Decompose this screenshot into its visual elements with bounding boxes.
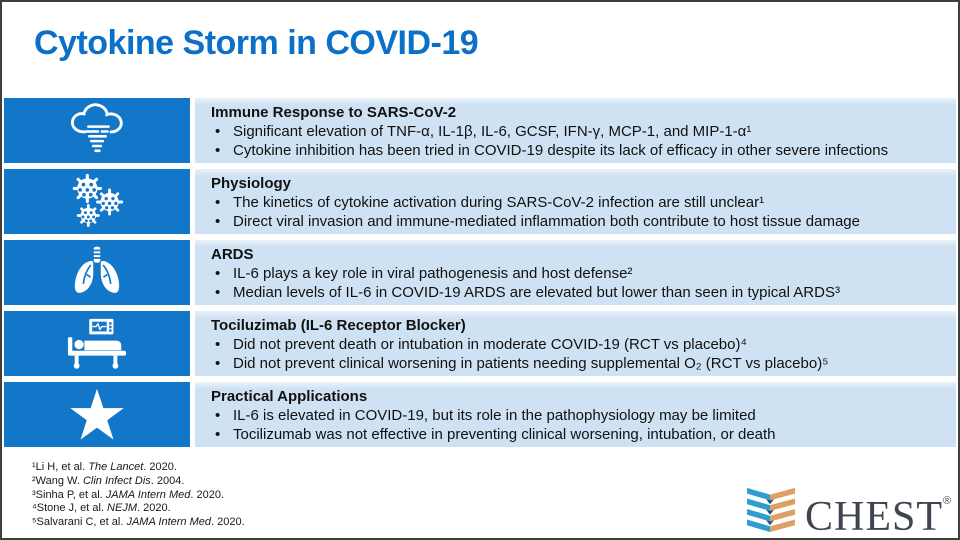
bullet-marker: •: [215, 336, 221, 353]
bullet-marker: •: [215, 142, 221, 159]
virus-icon: [4, 169, 190, 234]
chest-logo-text: [805, 479, 951, 539]
footnotes: [32, 461, 245, 530]
row-content: [195, 382, 956, 447]
page-title: Cytokine Storm in COVID-19: [34, 24, 479, 62]
footnote-text: ³Sinha P, et al.: [32, 488, 106, 501]
footnote-journal: JAMA Intern Med: [126, 516, 212, 529]
bullet-text: Did not prevent clinical worsening in patients needing supplemental O₂ (RCT vs placebo)⁵: [233, 355, 829, 372]
footnote-journal: The Lancet: [88, 461, 144, 473]
bullet-text: Direct viral invasion and immune-mediated inflammation both contribute to host tissue damage: [233, 213, 860, 230]
bullet-text: Cytokine inhibition has been tried in COVID-19 despite its lack of efficacy in other severe infections: [233, 142, 889, 159]
bullet-item: [211, 335, 946, 354]
bullet-text: Significant elevation of TNF-α, IL-1β, IL-6, GCSF, IFN-γ, MCP-1, and MIP-1-α¹: [233, 123, 752, 140]
footnote-text: ¹Li H, et al.: [32, 461, 89, 473]
row-header: Physiology: [211, 175, 292, 192]
bullet-item: [211, 283, 946, 302]
footnote-journal: NEJM: [107, 502, 137, 515]
bullet-item: [211, 425, 946, 444]
row-content: [195, 169, 956, 234]
row-practical-applications: [4, 382, 956, 447]
bullet-item: [211, 212, 946, 231]
bullet-text: Tocilizumab was not effective in preventing clinical worsening, intubation, or death: [233, 426, 776, 443]
bullet-text: The kinetics of cytokine activation during SARS-CoV-2 infection are still unclear¹: [233, 194, 765, 211]
registered-mark: ®: [943, 495, 952, 507]
row-physiology: [4, 169, 956, 234]
content-rows: [4, 98, 956, 453]
footnote-text: ⁴Stone J, et al.: [32, 502, 108, 515]
footnote-text: . 2020.: [143, 461, 177, 473]
bullet-marker: •: [215, 123, 221, 140]
footnote-text: ²Wang W.: [32, 474, 83, 487]
footnote-text: . 2020.: [137, 502, 171, 515]
bullet-marker: •: [215, 284, 221, 301]
footnote: [32, 516, 245, 530]
footnote-text: . 2004.: [150, 474, 185, 487]
footnote: [32, 502, 245, 516]
chest-wordmark: CHEST: [805, 494, 944, 540]
footnote-text: ⁵Salvarani C, et al.: [32, 516, 127, 529]
hospital-bed-icon: [4, 311, 190, 376]
lungs-icon: [4, 240, 190, 305]
footnote: [32, 489, 245, 503]
row-content: [195, 311, 956, 376]
footnote-text: . 2020.: [190, 488, 225, 501]
bullet-text: Did not prevent death or intubation in moderate COVID-19 (RCT vs placebo)⁴: [233, 336, 747, 353]
footnote-journal: Clin Infect Dis: [82, 474, 151, 487]
bullet-item: [211, 264, 946, 283]
chest-logo: [744, 479, 951, 539]
bullet-marker: •: [215, 213, 221, 230]
chest-logo-icon: [744, 486, 798, 532]
storm-cloud-icon: [4, 98, 190, 163]
bullet-item: [211, 193, 946, 212]
bullet-marker: •: [215, 194, 221, 211]
row-header: Practical Applications: [211, 388, 368, 405]
row-header: Immune Response to SARS-CoV-2: [211, 104, 457, 121]
bullet-item: [211, 141, 946, 160]
row-tociluzimab: [4, 311, 956, 376]
bullet-text: IL-6 plays a key role in viral pathogenesis and host defense²: [233, 265, 633, 282]
footnote-text: . 2020.: [211, 516, 245, 529]
bullet-text: IL-6 is elevated in COVID-19, but its role in the pathophysiology may be limited: [233, 407, 756, 424]
row-header: ARDS: [211, 246, 254, 263]
row-ards: [4, 240, 956, 305]
bullet-text: Median levels of IL-6 in COVID-19 ARDS are elevated but lower than seen in typical ARDS³: [233, 284, 840, 301]
bullet-marker: •: [215, 426, 221, 443]
bullet-marker: •: [215, 355, 221, 372]
star-icon: [4, 382, 190, 447]
footnote: [32, 475, 245, 489]
bullet-marker: •: [215, 407, 221, 424]
footnote: [32, 461, 245, 475]
row-header: Tociluzimab (IL-6 Receptor Blocker): [211, 317, 466, 334]
bullet-item: [211, 354, 946, 373]
bullet-marker: •: [215, 265, 221, 282]
bullet-item: [211, 406, 946, 425]
footnote-journal: JAMA Intern Med: [105, 488, 191, 501]
row-immune-response: [4, 98, 956, 163]
row-content: [195, 98, 956, 163]
row-content: [195, 240, 956, 305]
bullet-item: [211, 122, 946, 141]
